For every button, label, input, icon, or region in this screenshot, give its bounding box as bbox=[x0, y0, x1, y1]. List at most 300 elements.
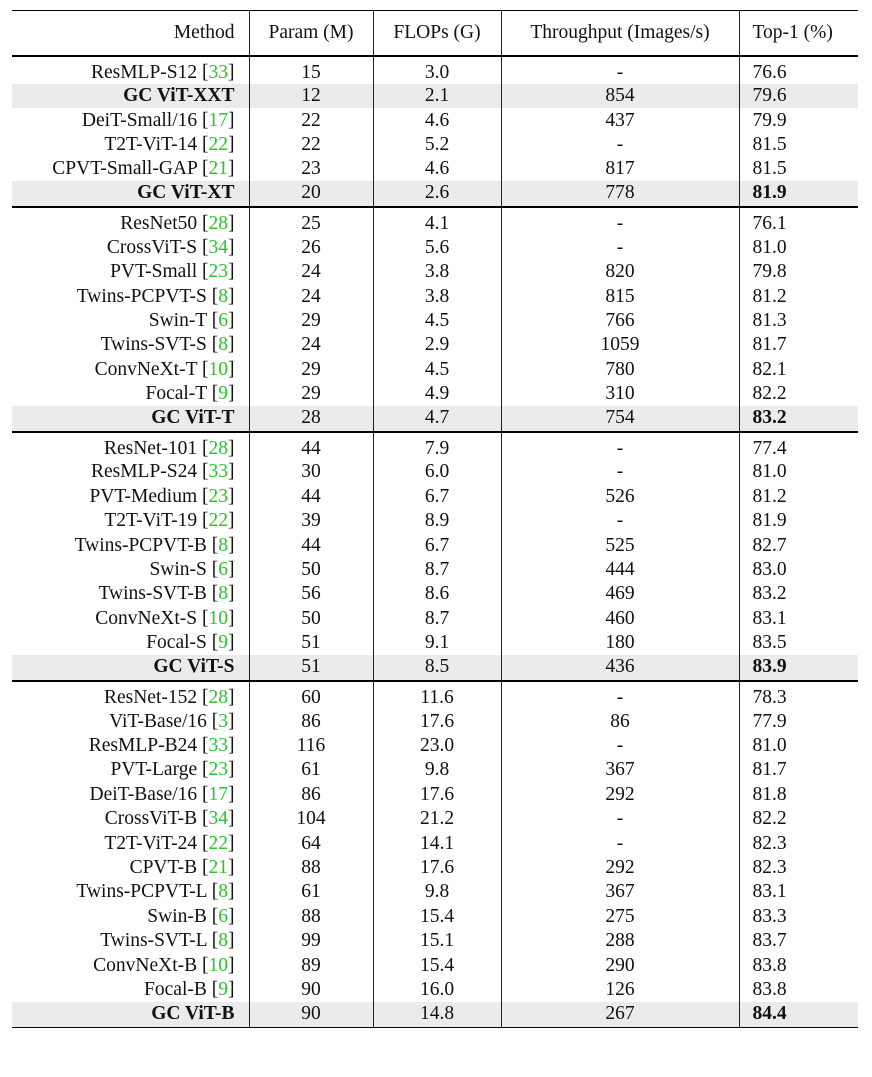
method-name: Twins-SVT-L bbox=[100, 930, 207, 952]
throughput-cell: - bbox=[501, 207, 739, 235]
flops-cell: 4.5 bbox=[373, 308, 501, 332]
flops-cell: 4.7 bbox=[373, 406, 501, 432]
flops-cell: 15.4 bbox=[373, 953, 501, 977]
method-cell: DeiT-Small/16 [17] bbox=[81, 109, 235, 131]
method-cell: Twins-PCPVT-B [8] bbox=[74, 534, 235, 556]
throughput-cell: 275 bbox=[501, 904, 739, 928]
top1-cell: 79.8 bbox=[739, 259, 858, 283]
flops-cell: 15.4 bbox=[373, 904, 501, 928]
method-cell: CrossViT-S [34] bbox=[106, 236, 235, 258]
method-cell: Focal-B [9] bbox=[144, 978, 235, 1000]
header-throughput: Throughput (Images/s) bbox=[501, 11, 739, 56]
citation-link[interactable]: 17 bbox=[208, 783, 228, 805]
param-cell: 88 bbox=[249, 904, 373, 928]
param-cell: 29 bbox=[249, 308, 373, 332]
model-group bbox=[12, 681, 858, 1027]
throughput-cell: - bbox=[501, 460, 739, 484]
method-cell: CrossViT-B [34] bbox=[104, 808, 235, 830]
method-name: Focal-B bbox=[144, 978, 207, 1000]
model-group bbox=[12, 56, 858, 208]
top1-cell: 83.3 bbox=[739, 904, 858, 928]
param-cell: 56 bbox=[249, 582, 373, 606]
method-name: Twins-PCPVT-S bbox=[76, 285, 207, 307]
method-cell: ConvNeXt-S [10] bbox=[95, 607, 235, 629]
throughput-cell: 525 bbox=[501, 533, 739, 557]
flops-cell: 6.0 bbox=[373, 460, 501, 484]
top1-cell: 77.4 bbox=[739, 432, 858, 460]
flops-cell: 4.6 bbox=[373, 157, 501, 181]
table-row bbox=[12, 259, 858, 283]
method-name: Twins-PCPVT-L bbox=[76, 881, 207, 903]
table-header bbox=[12, 11, 858, 56]
param-cell: 29 bbox=[249, 381, 373, 405]
param-cell: 30 bbox=[249, 460, 373, 484]
citation-link[interactable]: 17 bbox=[208, 109, 228, 131]
param-cell: 50 bbox=[249, 557, 373, 581]
top1-cell: 83.2 bbox=[739, 582, 858, 606]
throughput-cell: - bbox=[501, 509, 739, 533]
throughput-cell: 290 bbox=[501, 953, 739, 977]
method-cell bbox=[12, 406, 249, 432]
param-cell: 86 bbox=[249, 782, 373, 806]
param-cell: 26 bbox=[249, 235, 373, 259]
throughput-cell: 854 bbox=[501, 84, 739, 108]
table-row bbox=[12, 631, 858, 655]
method-cell: CPVT-B [21] bbox=[129, 856, 235, 878]
table-row bbox=[12, 782, 858, 806]
header-param: Param (M) bbox=[249, 11, 373, 56]
method-name: CPVT-B bbox=[129, 856, 198, 878]
top1-cell: 83.0 bbox=[739, 557, 858, 581]
flops-cell: 14.8 bbox=[373, 1002, 501, 1028]
param-cell: 29 bbox=[249, 357, 373, 381]
table-row bbox=[12, 880, 858, 904]
method-name: Twins-SVT-S bbox=[100, 334, 207, 356]
method-cell: Twins-PCPVT-L [8] bbox=[76, 881, 235, 903]
method-cell bbox=[12, 84, 249, 108]
method-cell: Twins-PCPVT-S [8] bbox=[76, 285, 235, 307]
method-name: Focal-T bbox=[145, 383, 207, 405]
param-cell: 44 bbox=[249, 484, 373, 508]
table-row-ours bbox=[12, 406, 858, 432]
top1-cell: 81.8 bbox=[739, 782, 858, 806]
table-row bbox=[12, 509, 858, 533]
throughput-cell: 126 bbox=[501, 977, 739, 1001]
throughput-cell: 267 bbox=[501, 1002, 739, 1028]
throughput-cell: 292 bbox=[501, 782, 739, 806]
citation-link[interactable]: 6 bbox=[218, 309, 228, 331]
citation-link[interactable]: 22 bbox=[208, 133, 228, 155]
flops-cell: 9.1 bbox=[373, 631, 501, 655]
param-cell: 15 bbox=[249, 56, 373, 84]
method-cell: Swin-B [6] bbox=[147, 905, 235, 927]
method-cell: Focal-T [9] bbox=[145, 383, 235, 405]
throughput-cell: 367 bbox=[501, 758, 739, 782]
citation-link[interactable]: 10 bbox=[208, 607, 228, 629]
throughput-cell: 437 bbox=[501, 108, 739, 132]
top1-cell: 78.3 bbox=[739, 681, 858, 709]
citation-link[interactable]: 3 bbox=[218, 710, 228, 732]
flops-cell: 15.1 bbox=[373, 928, 501, 952]
param-cell: 22 bbox=[249, 108, 373, 132]
flops-cell: 21.2 bbox=[373, 806, 501, 830]
table-row bbox=[12, 381, 858, 405]
table-row bbox=[12, 333, 858, 357]
top1-cell: 82.7 bbox=[739, 533, 858, 557]
model-group bbox=[12, 432, 858, 681]
citation-link[interactable]: 8 bbox=[218, 583, 228, 605]
top1-cell: 82.2 bbox=[739, 806, 858, 830]
table-row bbox=[12, 284, 858, 308]
citation-link[interactable]: 8 bbox=[218, 534, 228, 556]
header-method: Method bbox=[173, 22, 235, 44]
citation-link[interactable]: 10 bbox=[208, 954, 228, 976]
citation-link[interactable]: 21 bbox=[208, 158, 228, 180]
table-row bbox=[12, 56, 858, 84]
top1-cell: 76.6 bbox=[739, 56, 858, 84]
param-cell: 89 bbox=[249, 953, 373, 977]
method-cell: CPVT-Small-GAP [21] bbox=[52, 158, 235, 180]
method-name: CrossViT-S bbox=[106, 236, 198, 258]
top1-cell: 79.9 bbox=[739, 108, 858, 132]
param-cell: 50 bbox=[249, 606, 373, 630]
method-name: ConvNeXt-S bbox=[95, 607, 198, 629]
throughput-cell: 469 bbox=[501, 582, 739, 606]
method-name: Swin-B bbox=[147, 905, 207, 927]
flops-cell: 5.6 bbox=[373, 235, 501, 259]
method-cell: ConvNeXt-B [10] bbox=[93, 954, 235, 976]
citation-link[interactable]: 33 bbox=[208, 735, 228, 756]
param-cell: 22 bbox=[249, 132, 373, 156]
top1-cell: 83.8 bbox=[739, 953, 858, 977]
top1-cell: 77.9 bbox=[739, 709, 858, 733]
citation-link[interactable]: 23 bbox=[208, 759, 228, 781]
flops-cell: 2.1 bbox=[373, 84, 501, 108]
citation-link[interactable]: 33 bbox=[208, 61, 228, 83]
method-cell: ResMLP-S12 [33] bbox=[90, 61, 235, 83]
table-row bbox=[12, 582, 858, 606]
flops-cell: 3.8 bbox=[373, 259, 501, 283]
param-cell: 104 bbox=[249, 806, 373, 830]
method-cell: Twins-SVT-S [8] bbox=[100, 334, 235, 356]
method-name: ResNet50 bbox=[120, 213, 198, 235]
method-cell: ViT-Base/16 [3] bbox=[109, 710, 235, 732]
throughput-cell: - bbox=[501, 733, 739, 757]
method-cell: Swin-T [6] bbox=[148, 309, 235, 331]
param-cell: 116 bbox=[249, 733, 373, 757]
method-cell: Twins-SVT-L [8] bbox=[100, 930, 235, 952]
method-name: ResNet-101 bbox=[103, 437, 198, 459]
table-row bbox=[12, 681, 858, 709]
table-row bbox=[12, 806, 858, 830]
top1-cell: 81.2 bbox=[739, 484, 858, 508]
table-row bbox=[12, 758, 858, 782]
flops-cell: 3.8 bbox=[373, 284, 501, 308]
throughput-cell: - bbox=[501, 132, 739, 156]
method-cell bbox=[12, 655, 249, 681]
citation-link[interactable]: 23 bbox=[208, 261, 228, 283]
method-cell: ResNet50 [28] bbox=[120, 213, 235, 235]
top1-cell: 83.1 bbox=[739, 606, 858, 630]
table-row bbox=[12, 357, 858, 381]
flops-cell: 2.9 bbox=[373, 333, 501, 357]
citation-link[interactable]: 28 bbox=[208, 437, 228, 459]
citation-link[interactable]: 8 bbox=[218, 285, 228, 307]
flops-cell: 4.6 bbox=[373, 108, 501, 132]
throughput-cell: 754 bbox=[501, 406, 739, 432]
flops-cell: 8.5 bbox=[373, 655, 501, 681]
throughput-cell: 288 bbox=[501, 928, 739, 952]
throughput-cell: 180 bbox=[501, 631, 739, 655]
top1-cell: 81.0 bbox=[739, 460, 858, 484]
method-name: Twins-PCPVT-B bbox=[74, 534, 207, 556]
param-cell: 61 bbox=[249, 758, 373, 782]
param-cell: 12 bbox=[249, 84, 373, 108]
param-cell: 20 bbox=[249, 181, 373, 207]
method-name: ViT-Base/16 bbox=[109, 710, 207, 732]
flops-cell: 14.1 bbox=[373, 831, 501, 855]
top1-cell: 81.2 bbox=[739, 284, 858, 308]
table-row bbox=[12, 855, 858, 879]
param-cell: 25 bbox=[249, 207, 373, 235]
citation-link[interactable]: 21 bbox=[208, 856, 228, 878]
flops-cell: 16.0 bbox=[373, 977, 501, 1001]
flops-cell: 8.7 bbox=[373, 557, 501, 581]
throughput-cell: 817 bbox=[501, 157, 739, 181]
method-name: ResMLP-B24 bbox=[88, 735, 198, 756]
results-table-container bbox=[12, 10, 858, 1028]
top1-cell: 83.2 bbox=[739, 406, 858, 432]
method-cell bbox=[12, 181, 249, 207]
flops-cell: 4.5 bbox=[373, 357, 501, 381]
table-row-ours bbox=[12, 655, 858, 681]
param-cell: 44 bbox=[249, 533, 373, 557]
method-name: GC ViT-T bbox=[151, 406, 235, 428]
param-cell: 99 bbox=[249, 928, 373, 952]
param-cell: 28 bbox=[249, 406, 373, 432]
method-name: Focal-S bbox=[146, 632, 207, 654]
method-name: GC ViT-S bbox=[153, 655, 235, 677]
param-cell: 61 bbox=[249, 880, 373, 904]
throughput-cell: 1059 bbox=[501, 333, 739, 357]
method-cell: PVT-Large [23] bbox=[110, 759, 235, 781]
citation-link[interactable]: 8 bbox=[218, 881, 228, 903]
model-group bbox=[12, 207, 858, 432]
citation-link[interactable]: 8 bbox=[218, 334, 228, 356]
throughput-cell: 780 bbox=[501, 357, 739, 381]
results-table bbox=[12, 10, 858, 1028]
flops-cell: 17.6 bbox=[373, 709, 501, 733]
flops-cell: 9.8 bbox=[373, 758, 501, 782]
method-cell: T2T-ViT-24 [22] bbox=[104, 832, 235, 854]
citation-link[interactable]: 9 bbox=[218, 632, 228, 654]
method-cell: Swin-S [6] bbox=[149, 559, 235, 581]
param-cell: 60 bbox=[249, 681, 373, 709]
citation-link[interactable]: 10 bbox=[208, 358, 228, 380]
method-name: GC ViT-XT bbox=[137, 182, 235, 204]
citation-link[interactable]: 34 bbox=[208, 808, 228, 830]
citation-link[interactable]: 28 bbox=[208, 686, 228, 708]
method-name: GC ViT-B bbox=[151, 1002, 235, 1024]
top1-cell: 81.3 bbox=[739, 308, 858, 332]
throughput-cell: 292 bbox=[501, 855, 739, 879]
table-row-ours bbox=[12, 84, 858, 108]
param-cell: 90 bbox=[249, 977, 373, 1001]
top1-cell: 81.0 bbox=[739, 733, 858, 757]
flops-cell: 6.7 bbox=[373, 533, 501, 557]
method-name: ResNet-152 bbox=[103, 686, 198, 708]
method-name: PVT-Small bbox=[110, 261, 198, 283]
throughput-cell: - bbox=[501, 56, 739, 84]
table-row bbox=[12, 606, 858, 630]
flops-cell: 23.0 bbox=[373, 733, 501, 757]
throughput-cell: 460 bbox=[501, 606, 739, 630]
table-row bbox=[12, 207, 858, 235]
throughput-cell: - bbox=[501, 831, 739, 855]
method-name: T2T-ViT-14 bbox=[104, 133, 198, 155]
table-row bbox=[12, 308, 858, 332]
method-cell: T2T-ViT-19 [22] bbox=[104, 510, 235, 532]
method-cell: Focal-S [9] bbox=[146, 632, 235, 654]
flops-cell: 2.6 bbox=[373, 181, 501, 207]
table-row bbox=[12, 157, 858, 181]
flops-cell: 5.2 bbox=[373, 132, 501, 156]
throughput-cell: 820 bbox=[501, 259, 739, 283]
throughput-cell: - bbox=[501, 806, 739, 830]
method-name: CPVT-Small-GAP bbox=[52, 158, 198, 180]
citation-link[interactable]: 8 bbox=[218, 930, 228, 952]
table-row bbox=[12, 977, 858, 1001]
throughput-cell: - bbox=[501, 235, 739, 259]
top1-cell: 84.4 bbox=[739, 1002, 858, 1028]
param-cell: 24 bbox=[249, 333, 373, 357]
method-name: ConvNeXt-T bbox=[94, 358, 198, 380]
method-cell: ResMLP-S24 [33] bbox=[90, 461, 235, 483]
table-row bbox=[12, 953, 858, 977]
param-cell: 39 bbox=[249, 509, 373, 533]
flops-cell: 8.7 bbox=[373, 606, 501, 630]
top1-cell: 83.8 bbox=[739, 977, 858, 1001]
citation-link[interactable]: 23 bbox=[208, 485, 228, 507]
citation-link[interactable]: 9 bbox=[218, 978, 228, 1000]
flops-cell: 17.6 bbox=[373, 855, 501, 879]
top1-cell: 81.9 bbox=[739, 509, 858, 533]
throughput-cell: 815 bbox=[501, 284, 739, 308]
throughput-cell: 310 bbox=[501, 381, 739, 405]
top1-cell: 83.5 bbox=[739, 631, 858, 655]
table-row bbox=[12, 831, 858, 855]
method-name: ResMLP-S12 bbox=[90, 61, 198, 83]
method-name: ConvNeXt-B bbox=[93, 954, 198, 976]
method-name: GC ViT-XXT bbox=[123, 85, 235, 107]
top1-cell: 81.7 bbox=[739, 333, 858, 357]
throughput-cell: - bbox=[501, 681, 739, 709]
top1-cell: 83.9 bbox=[739, 655, 858, 681]
top1-cell: 81.5 bbox=[739, 132, 858, 156]
table-row bbox=[12, 928, 858, 952]
table-row bbox=[12, 108, 858, 132]
param-cell: 24 bbox=[249, 259, 373, 283]
method-name: T2T-ViT-24 bbox=[104, 832, 198, 854]
top1-cell: 82.3 bbox=[739, 855, 858, 879]
citation-link[interactable]: 33 bbox=[208, 461, 228, 483]
citation-link[interactable]: 22 bbox=[208, 832, 228, 854]
flops-cell: 4.1 bbox=[373, 207, 501, 235]
top1-cell: 83.1 bbox=[739, 880, 858, 904]
param-cell: 23 bbox=[249, 157, 373, 181]
method-cell: ResNet-152 [28] bbox=[103, 686, 235, 708]
table-row bbox=[12, 557, 858, 581]
throughput-cell: 436 bbox=[501, 655, 739, 681]
flops-cell: 4.9 bbox=[373, 381, 501, 405]
top1-cell: 76.1 bbox=[739, 207, 858, 235]
citation-link[interactable]: 28 bbox=[208, 213, 228, 235]
method-name: Twins-SVT-B bbox=[98, 583, 207, 605]
flops-cell: 6.7 bbox=[373, 484, 501, 508]
table-row bbox=[12, 709, 858, 733]
throughput-cell: 778 bbox=[501, 181, 739, 207]
flops-cell: 8.6 bbox=[373, 582, 501, 606]
method-name: DeiT-Small/16 bbox=[81, 109, 198, 131]
table-row bbox=[12, 904, 858, 928]
header-flops: FLOPs (G) bbox=[373, 11, 501, 56]
method-cell: DeiT-Base/16 [17] bbox=[89, 783, 235, 805]
method-cell: T2T-ViT-14 [22] bbox=[104, 133, 235, 155]
flops-cell: 3.0 bbox=[373, 56, 501, 84]
method-name: ResMLP-S24 bbox=[90, 461, 198, 483]
citation-link[interactable]: 22 bbox=[208, 510, 228, 532]
flops-cell: 17.6 bbox=[373, 782, 501, 806]
method-cell bbox=[12, 1002, 249, 1028]
top1-cell: 83.7 bbox=[739, 928, 858, 952]
citation-link[interactable]: 6 bbox=[218, 559, 228, 581]
citation-link[interactable]: 9 bbox=[218, 383, 228, 405]
method-name: T2T-ViT-19 bbox=[104, 510, 198, 532]
method-name: PVT-Large bbox=[110, 759, 198, 781]
param-cell: 24 bbox=[249, 284, 373, 308]
throughput-cell: 444 bbox=[501, 557, 739, 581]
throughput-cell: 526 bbox=[501, 484, 739, 508]
throughput-cell: 86 bbox=[501, 709, 739, 733]
param-cell: 88 bbox=[249, 855, 373, 879]
method-cell: ResMLP-B24 [33] bbox=[88, 735, 235, 756]
top1-cell: 81.7 bbox=[739, 758, 858, 782]
flops-cell: 11.6 bbox=[373, 681, 501, 709]
param-cell: 86 bbox=[249, 709, 373, 733]
table-row bbox=[12, 484, 858, 508]
method-cell: PVT-Medium [23] bbox=[89, 485, 235, 507]
table-row bbox=[12, 533, 858, 557]
top1-cell: 81.5 bbox=[739, 157, 858, 181]
top1-cell: 82.1 bbox=[739, 357, 858, 381]
citation-link[interactable]: 34 bbox=[208, 236, 228, 258]
param-cell: 51 bbox=[249, 655, 373, 681]
citation-link[interactable]: 6 bbox=[218, 905, 228, 927]
table-row bbox=[12, 235, 858, 259]
flops-cell: 8.9 bbox=[373, 509, 501, 533]
top1-cell: 81.9 bbox=[739, 181, 858, 207]
header-row bbox=[12, 11, 858, 56]
throughput-cell: - bbox=[501, 432, 739, 460]
header-top1: Top-1 (%) bbox=[739, 11, 858, 56]
method-name: DeiT-Base/16 bbox=[89, 783, 198, 805]
param-cell: 51 bbox=[249, 631, 373, 655]
top1-cell: 81.0 bbox=[739, 235, 858, 259]
top1-cell: 79.6 bbox=[739, 84, 858, 108]
method-name: Swin-T bbox=[148, 309, 207, 331]
method-cell: ResNet-101 [28] bbox=[103, 437, 235, 459]
method-name: PVT-Medium bbox=[89, 485, 198, 507]
